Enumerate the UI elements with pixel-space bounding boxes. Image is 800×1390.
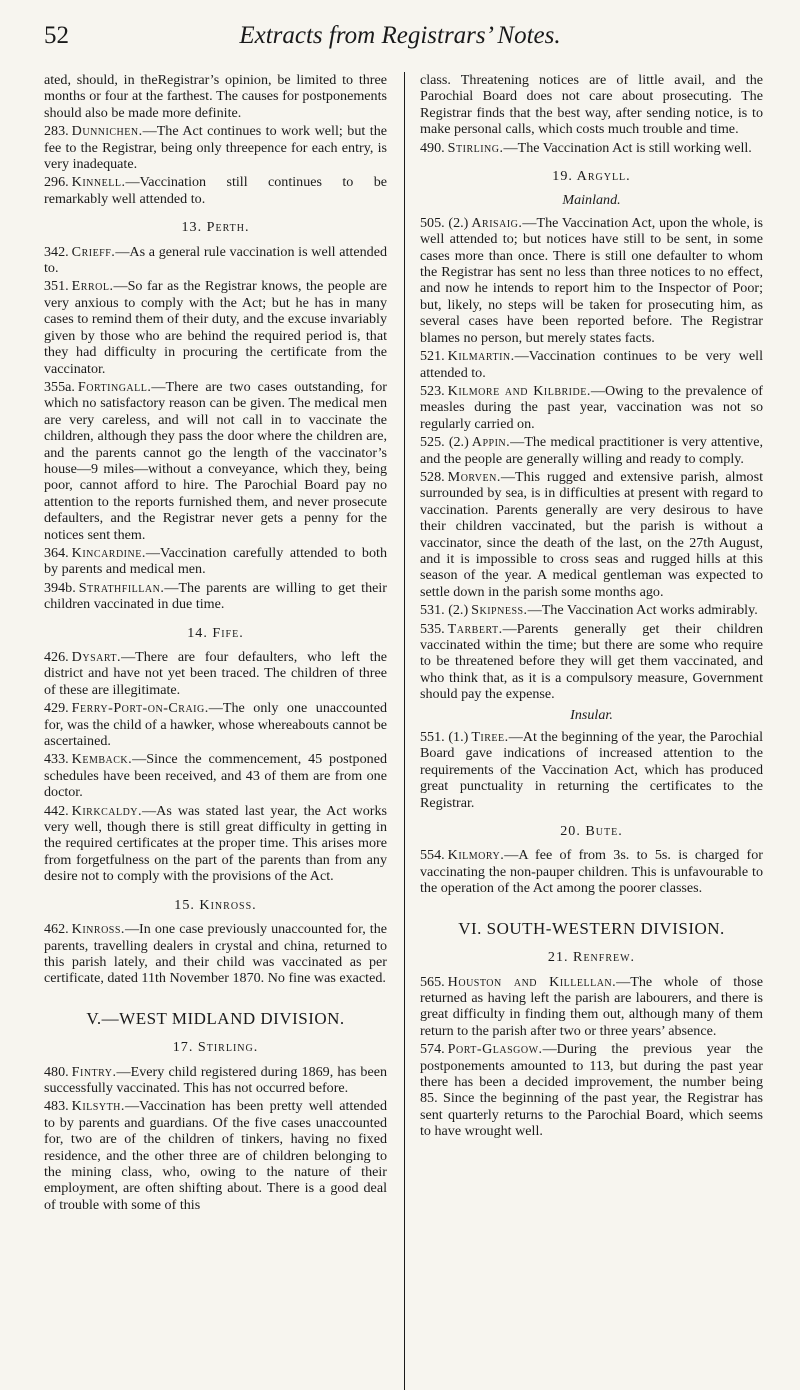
- entry-text: —The Vaccination Act, upon the whole, is well attended to; but notices have still to be sent, in some cases more than once. There is still one defaulter to whom the Registrar has sent no less than three notices to no effect, and now he intends to report him to the Inspector of Poor; but, likely, no steps will be taken for prosecuting him, as several cases have been reported before. The Registrar blames no person, but merely states facts.: [420, 214, 763, 346]
- entry-number: 531. (2.): [420, 602, 469, 619]
- entry-place: Kincardine.: [71, 544, 146, 561]
- entry-place: Kemback.: [71, 751, 133, 768]
- subsection-heading-insular: Insular.: [570, 706, 613, 723]
- entry-429: [44, 700, 387, 749]
- entry-text: —The Vaccination Act works admirably.: [527, 602, 758, 619]
- entry-text: —Vaccination carefully attended to both by parents and medical men.: [44, 544, 387, 578]
- column-divider: [404, 72, 405, 1390]
- entry-number: 296.: [44, 174, 69, 191]
- entry-text: —There are four defaulters, who left the district and have not yet been traced. The children of three of these are illegitimate.: [44, 649, 387, 698]
- entry-text: —As a general rule vaccination is well attended to.: [44, 243, 387, 277]
- section-heading-kinross: 15. Kinross.: [174, 896, 257, 913]
- entry-number: 394b.: [44, 579, 76, 596]
- entry-place: Port-Glasgow.: [447, 1041, 543, 1058]
- entry-place: Ferry-Port-on-Craig.: [71, 700, 209, 717]
- entry-place: Kirkcaldy.: [71, 802, 143, 819]
- entry-text: —Vaccination still continues to be remarkably well attended to.: [44, 174, 387, 207]
- entry-number: 523.: [420, 382, 445, 399]
- entry-number: 462.: [44, 921, 69, 938]
- entry-place: Fintry.: [71, 1063, 117, 1080]
- paragraph: class. Threatening notices are of little avail, and the Parochial Board does not care about prosecuting. The Registrar finds that the best way, after sending notice, is to make personal calls, which costs much trouble and time.: [420, 72, 763, 138]
- entry-565: [420, 974, 763, 1040]
- section-heading-perth: 13. Perth.: [181, 219, 250, 236]
- paragraph: ated, should, in theRegistrar’s opinion, be limited to three months or four at the farthest. The causes for postponements should also be made more definite.: [44, 72, 387, 121]
- entry-place: Errol.: [71, 278, 114, 295]
- entry-text: —This rugged and extensive parish, almost surrounded by sea, is in difficulties at present with regard to vaccination. Parents generally are very desirous to have their children vaccinated, but the parish is without a vaccinator, since the death of the last, on the 27th August, and it is impossible to cross seas and rugged hills at this season of the year. A medical gentleman was expected to settle down in the parish some months ago.: [420, 468, 763, 600]
- entry-text: —The only one unaccounted for, was the child of a hawker, whose whereabouts cannot be ascertained.: [44, 700, 387, 750]
- entry-place: Arisaig.: [471, 214, 523, 231]
- entry-number: 574.: [420, 1041, 445, 1058]
- entry-place: Dunnichen.: [71, 123, 143, 140]
- entry-462: [44, 921, 387, 987]
- entry-text: —During the previous year the postponements amounted to 113, but during the past year there has been a decided improvement, the number being 85. Since the beginning of the past year, the Registrar has sent quarterly returns to the Parochial Board, which seems to have wrought well.: [420, 1041, 763, 1140]
- page-number: 52: [44, 22, 69, 49]
- entry-place: Strathfillan.: [78, 579, 165, 596]
- entry-text: —The Act continues to work well; but the fee to the Registrar, being only threepence for each entry, is very inadequate.: [44, 123, 387, 173]
- entry-number: 551. (1.): [420, 729, 469, 746]
- entry-number: 426.: [44, 649, 69, 665]
- entry-number: 505. (2.): [420, 214, 469, 231]
- section-heading-fife: 14. Fife.: [187, 624, 244, 641]
- entry-355a: [44, 379, 387, 543]
- entry-text: —Every child registered during 1869, has been successfully vaccinated. This has not occurred before.: [44, 1063, 387, 1096]
- entry-text: —Since the commencement, 45 postponed schedules have been received, and 43 of them are from one doctor.: [44, 751, 387, 801]
- entry-place: Houston and Killellan.: [447, 973, 617, 990]
- entry-number: 342.: [44, 243, 69, 260]
- entry-574: [420, 1041, 763, 1139]
- entry-342: [44, 244, 387, 277]
- entry-490: [420, 140, 763, 156]
- entry-place: Stirling.: [447, 139, 504, 156]
- entry-283: [44, 123, 387, 172]
- entry-place: Kilmory.: [447, 847, 505, 864]
- entry-551: [420, 729, 763, 811]
- left-column: [44, 72, 387, 1215]
- entry-number: 525. (2.): [420, 434, 469, 451]
- right-column: [420, 72, 763, 1142]
- entry-number: 554.: [420, 847, 445, 864]
- entry-number: 429.: [44, 700, 69, 717]
- entry-place: Kinross.: [71, 921, 125, 938]
- entry-531: [420, 602, 763, 618]
- entry-364: [44, 545, 387, 578]
- entry-528: [420, 469, 763, 600]
- entry-521: [420, 348, 763, 381]
- entry-483: [44, 1098, 387, 1213]
- entry-text: —Parents generally get their children vaccinated within the time; but there are some who require to be threatened before they will get them vaccinated, and who think that, as it is a compulsory measure, Government should pay the expense.: [420, 620, 763, 703]
- entry-351: [44, 278, 387, 376]
- entry-text: —A fee of from 3s. to 5s. is charged for vaccinating the non-pauper children. This is unfavourable to the operation of the Act among the poorer classes.: [420, 847, 763, 897]
- entry-number: 483.: [44, 1098, 69, 1115]
- entry-number: 535.: [420, 620, 445, 637]
- entry-394b: [44, 580, 387, 613]
- entry-433: [44, 751, 387, 800]
- entry-place: Kinnell.: [71, 174, 126, 191]
- entry-text: —In one case previously unaccounted for, the parents, travelling dealers in crystal and china, returned to this parish lately, and their child was vaccinated as per certificate, dated 11th November 1870. No fine was exacted.: [44, 921, 387, 987]
- entry-number: 490.: [420, 139, 445, 156]
- entry-535: [420, 621, 763, 703]
- section-heading-stirling: 17. Stirling.: [172, 1039, 259, 1056]
- entry-place: Appin.: [471, 434, 511, 451]
- entry-place: Skipness.: [471, 602, 528, 619]
- entry-place: Dysart.: [71, 649, 122, 665]
- subsection-heading-mainland: Mainland.: [562, 192, 621, 209]
- section-heading-bute: 20. Bute.: [560, 823, 623, 840]
- entry-place: Kilmartin.: [447, 348, 515, 365]
- entry-text: —So far as the Registrar knows, the people are very anxious to comply with the Act; but he has in many cases to remind them of their duty, and the excuse invariably given by those who are behind the required period is, that they had difficulty in procuring the certificate from the vaccinator.: [44, 278, 387, 377]
- division-heading-south-western: VI. SOUTH-WESTERN DIVISION.: [458, 918, 725, 938]
- entry-number: 355a.: [44, 378, 75, 395]
- entry-text: —The whole of those returned as having left the parish are labourers, and there is great difficulty in finding them out, although many of them return to the parish after two or three years’ absence.: [420, 973, 763, 1039]
- entry-text: —Vaccination has been pretty well attended to by parents and guardians. Of the five cases unaccounted for, two are of the children of tinkers, having no fixed residence, and the other three are of children belonging to the mining class, who, owing to the nature of their employment, are often shifting about. There is a good deal of trouble with some of this: [44, 1098, 387, 1213]
- entry-number: 442.: [44, 802, 69, 819]
- entry-number: 351.: [44, 278, 69, 295]
- section-heading-renfrew: 21. Renfrew.: [547, 949, 636, 966]
- entry-place: Crieff.: [71, 243, 116, 260]
- entry-place: Tiree.: [471, 729, 509, 746]
- section-heading-argyll: 19. Argyll.: [552, 168, 631, 185]
- entry-number: 364.: [44, 544, 69, 561]
- entry-text: —The Vaccination Act is still working well.: [503, 139, 752, 156]
- entry-text: —At the beginning of the year, the Parochial Board gave indications of increased attention to the requirements of the Vaccination Act, which has produced great punctuality in returning the certificates to the Registrar.: [420, 729, 763, 811]
- division-heading-west-midland: V.—WEST MIDLAND DIVISION.: [86, 1008, 345, 1028]
- entry-text: —The parents are willing to get their children vaccinated in due time.: [44, 579, 387, 613]
- entry-place: Fortingall.: [77, 378, 152, 395]
- entry-number: 433.: [44, 751, 69, 768]
- entry-text: —There are two cases outstanding, for which no satisfactory reason can be given. The medical men are very careless, and will not call in to vaccinate the children, although they pass the door where the children are, and the parents cannot go the length of the vaccinator’s house—9 miles—without a conveyance, which they, being poor, cannot afford to hire. The Parochial Board pay no attention to the reports furnished them, and never prosecute defaulters, and the Registrar never gets a penny for the notices sent them.: [44, 378, 387, 543]
- entry-text: —Vaccination continues to be very well attended to.: [420, 348, 763, 381]
- entry-296: [44, 174, 387, 207]
- running-title: Extracts from Registrars’ Notes.: [239, 22, 561, 49]
- entry-426: [44, 649, 387, 698]
- entry-number: 480.: [44, 1063, 69, 1080]
- entry-505: [420, 215, 763, 346]
- entry-text: —Owing to the prevalence of measles during the past year, vaccination was not so regularly carried on.: [420, 382, 763, 432]
- entry-480: [44, 1064, 387, 1097]
- entry-place: Morven.: [447, 468, 501, 485]
- entry-442: [44, 803, 387, 885]
- page-header: [44, 22, 756, 58]
- entry-number: 521.: [420, 348, 445, 365]
- entry-place: Tarbert.: [447, 620, 503, 637]
- entry-place: Kilmore and Kilbride.: [447, 382, 591, 399]
- entry-554: [420, 847, 763, 896]
- entry-523: [420, 383, 763, 432]
- entry-text: —The medical practitioner is very attentive, and the people are generally willing and ready to comply.: [420, 434, 763, 467]
- entry-place: Kilsyth.: [71, 1098, 125, 1115]
- entry-text: —As was stated last year, the Act works very well, though there is still great difficulty in getting in the required certificates at the proper time. This arises more from forgetfulness on the part of the parents than from any desire not to comply with the provisions of the Act.: [44, 802, 387, 885]
- entry-number: 528.: [420, 468, 445, 485]
- entry-number: 565.: [420, 973, 445, 990]
- entry-525: [420, 434, 763, 467]
- entry-number: 283.: [44, 123, 69, 140]
